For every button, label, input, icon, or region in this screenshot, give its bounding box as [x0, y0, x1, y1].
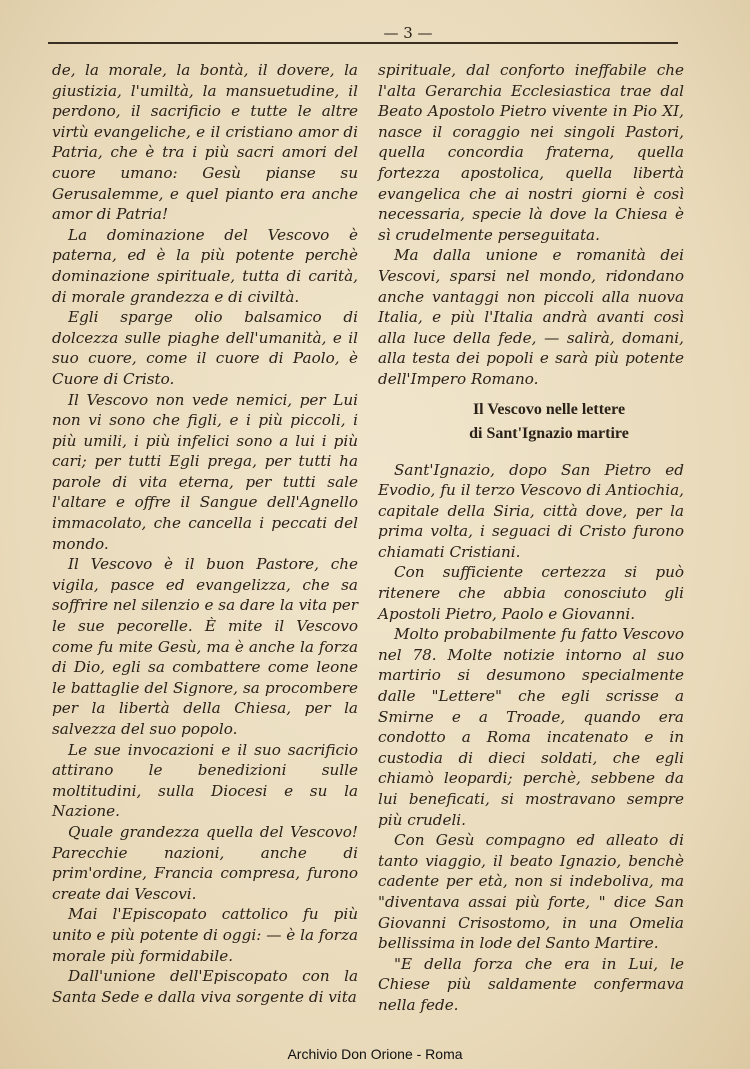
section-title-line: di Sant'Ignazio martire: [469, 424, 629, 442]
archive-footer: Archivio Don Orione - Roma: [287, 1046, 463, 1062]
page-header: [48, 22, 678, 48]
paragraph: Con Gesù compagno ed alleato di tanto viaggio, il beato Ignazio, benchè cadente per età, non si indeboliva, ma "diventava assai più forte, " dice San Giovanni Crisostomo, in una Omelia bellissima in lode del Santo Martire.: [378, 831, 684, 953]
paragraph: Egli sparge olio balsamico di dolcezza sulle piaghe dell'umanità, e il suo cuore, come il cuore di Paolo, è Cuore di Cristo.: [52, 308, 358, 388]
paragraph: Sant'Ignazio, dopo San Pietro ed Evodio, fu il terzo Vescovo di Antiochia, capitale della Siria, città dove, per la prima volta, i seguaci di Cristo furono chiamati Cristiani.: [378, 460, 684, 561]
paragraph: de, la morale, la bontà, il dovere, la giustizia, l'umiltà, la mansuetudine, il perdono, il sacrificio e tutte le altre virtù evangeliche, e il cristiano amor di Patria, che è tra i più sacri amori del cuore umano: Gesù pianse su Gerusalemme, e quel pianto era anche amor di Patria!: [52, 61, 358, 224]
right-column: [378, 60, 684, 1016]
paragraph: Ma dalla unione e romanità dei Vescovi, sparsi nel mondo, ridondano anche vantaggi non piccoli alla nuova Italia, e più l'Italia andrà avanti così alla luce della fede, — salirà, domani, alla testa dei popoli e sarà più potente dell'Impero Romano.: [378, 246, 684, 388]
paragraph: Mai l'Episcopato cattolico fu più unito e più potente di oggi: — è la forza morale più formidabile.: [52, 905, 358, 965]
page-number: — 3 —: [383, 24, 433, 42]
section-title: [414, 398, 684, 446]
paragraph: "E della forza che era in Lui, le Chiese più saldamente confermava nella fede.: [378, 954, 684, 1014]
paragraph: Quale grandezza quella del Vescovo! Parecchie nazioni, anche di prim'ordine, Francia compresa, furono create dai Vescovi.: [52, 822, 358, 903]
header-rule: [48, 42, 678, 44]
paragraph: spirituale, dal conforto ineffabile che l'alta Gerarchia Ecclesiastica trae dal Beato Apostolo Pietro vivente in Pio XI, nasce il coraggio nei singoli Pastori, quella concordia fraterna, quella fortezza apostolica, quella libertà evangelica che ai nostri giorni è così necessaria, specie là dove la Chiesa è sì crudelmente perseguitata.: [378, 61, 684, 244]
left-column: [52, 60, 358, 1007]
paragraph: Molto probabilmente fu fatto Vescovo nel 78. Molte notizie intorno al suo martirio si desumono specialmente dalle "Lettere" che egli scrisse a Smirne e a Troade, quando era condotto a Roma incatenato e in custodia di dieci soldati, che egli chiamò leopardi; perchè, sebbene da lui beneficati, si mostravano sempre più crudeli.: [378, 625, 684, 829]
paragraph: La dominazione del Vescovo è paterna, ed è la più potente perchè dominazione spirituale, tutta di carità, di morale grandezza e di civiltà.: [52, 225, 358, 306]
paragraph: Il Vescovo non vede nemici, per Lui non vi sono che figli, e i più piccoli, i più umili, i più infelici sono a lui i più cari; per tutti Egli prega, per tutti ha parole di vita eterna, per tutti sale l'altare e offre il Sangue dell'Agnello immacolato, che cancella i peccati del mondo.: [52, 390, 358, 553]
section-title-line: Il Vescovo nelle lettere: [472, 400, 626, 418]
paragraph: Le sue invocazioni e il suo sacrificio attirano le benedizioni sulle moltitudini, sulla Diocesi e su la Nazione.: [52, 740, 358, 821]
paragraph: Con sufficiente certezza si può ritenere che abbia conosciuto gli Apostoli Pietro, Paolo e Giovanni.: [378, 563, 684, 623]
paragraph: Il Vescovo è il buon Pastore, che vigila, pasce ed evangelizza, che sa soffrire nel silenzio e sa dare la vita per le sue pecorelle. È mite il Vescovo come fu mite Gesù, ma è anche la forza di Dio, egli sa combattere come leone le battaglie del Signore, sa procombere per la libertà della Chiesa, per la salvezza del suo popolo.: [52, 555, 358, 738]
paragraph: Dall'unione dell'Episcopato con la Santa Sede e dalla viva sorgente di vita: [52, 967, 358, 1006]
